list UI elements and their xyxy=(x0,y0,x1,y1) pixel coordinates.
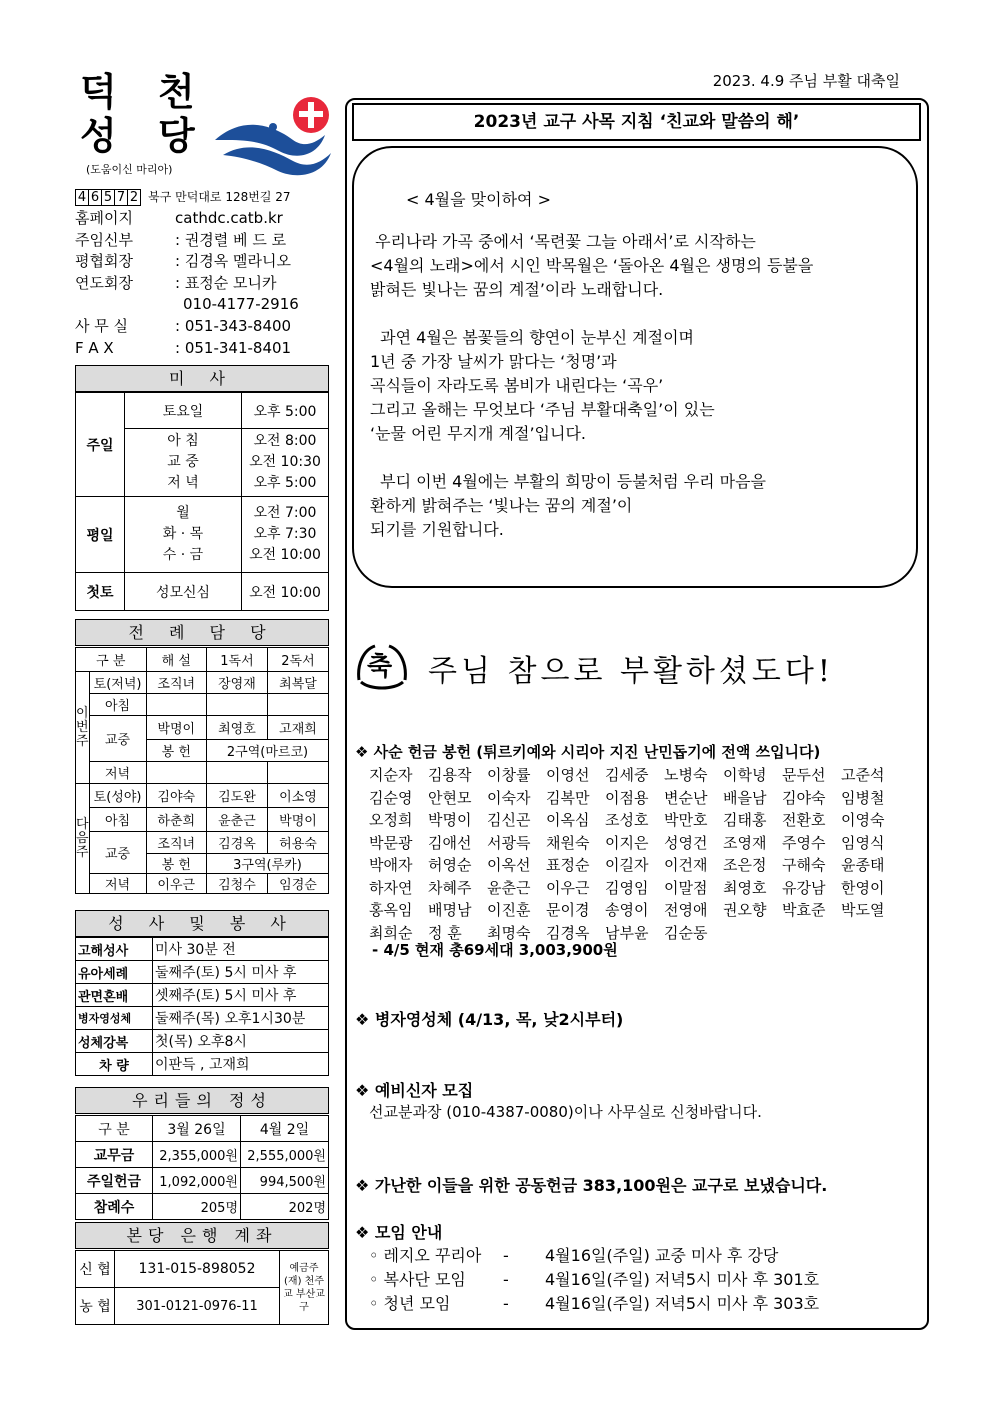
donor-name: 김태홍 xyxy=(723,811,767,829)
offering-label: 봉 헌 xyxy=(146,854,206,874)
cell: 박명이 xyxy=(267,808,328,832)
this-week-label: 이번주 xyxy=(76,672,90,784)
meeting-name: ◦ 복사단 모임 xyxy=(369,1270,466,1289)
first-sat-name: 성모신심 xyxy=(125,573,242,611)
donor-name: 문이경 xyxy=(546,901,590,919)
donor-name: 조은정 xyxy=(723,856,767,874)
meeting-dash: - xyxy=(503,1270,509,1289)
offering-label: 교무금 xyxy=(76,1142,153,1168)
offering-header: 4월 2일 xyxy=(241,1116,329,1142)
lent-total: - 4/5 현재 총69세대 3,003,900원 xyxy=(372,941,618,959)
letter-line: <4월의 노래>에서 시인 박목월은 ‘돌아온 4월은 생명의 등불을 xyxy=(370,256,814,275)
donor-name: 김용작 xyxy=(428,766,472,784)
cell: 고재희 xyxy=(267,716,328,740)
donor-name: 윤춘근 xyxy=(487,878,531,897)
sacrament-label: 고해성사 xyxy=(76,938,153,961)
donor-name: 전영애 xyxy=(664,901,708,919)
cell: 조직녀 xyxy=(146,672,206,694)
donor-name: 이지은 xyxy=(605,833,649,852)
cell: 장영재 xyxy=(206,672,267,694)
offering-label: 봉 헌 xyxy=(146,740,206,762)
meeting-dash: - xyxy=(503,1294,509,1313)
letter-line: ‘눈물 어린 무지개 계절’입니다. xyxy=(370,424,586,443)
bank-name: 신 협 xyxy=(76,1251,115,1288)
cell: 김도완 xyxy=(206,784,267,808)
donor-name: 김복만 xyxy=(546,788,590,807)
donor-name: 최영호 xyxy=(723,878,767,897)
donor-name: 윤종태 xyxy=(841,856,885,874)
offering-label: 참례수 xyxy=(76,1194,153,1220)
donor-name: 표정순 xyxy=(546,856,590,874)
address-line xyxy=(75,188,291,206)
letter-title: < 4월을 맞이하여 > xyxy=(406,190,551,209)
cell xyxy=(146,762,206,784)
donor-name: 박문광 xyxy=(369,833,413,852)
cell: 이우근 xyxy=(146,874,206,894)
donor-name: 권오향 xyxy=(723,901,767,919)
contact-label: 사 무 실 xyxy=(75,316,129,335)
donor-name: 이우근 xyxy=(546,878,590,897)
liturgy-heading: 전 례 담 당 xyxy=(75,619,329,646)
contact-label: 주임신부 xyxy=(75,230,133,249)
sacrament-value: 둘째주(토) 5시 미사 후 xyxy=(153,961,329,984)
parish-subtitle: (도움이신 마리아) xyxy=(86,163,173,176)
donor-name: 유강남 xyxy=(782,878,826,897)
sick-communion-notice: ❖ 병자영성체 (4/13, 목, 낮2시부터) xyxy=(355,1010,624,1029)
offering-value: 2,555,000원 xyxy=(241,1142,329,1168)
letter-line: 곡식들이 자라도록 봄비가 내린다는 ‘곡우’ xyxy=(370,376,664,395)
contact-value: : 표정순 모니카 xyxy=(175,273,277,292)
mass-heading: 미 사 xyxy=(75,365,329,392)
parish-name-line1: 덕 천 xyxy=(80,69,209,114)
sacrament-label: 병자영성체 xyxy=(76,1007,153,1030)
donor-name: 임병철 xyxy=(841,788,885,807)
meeting-name: ◦ 레지오 꾸리아 xyxy=(369,1246,482,1265)
mass-time: 오후 5:00 xyxy=(253,475,317,491)
donor-name: 이진훈 xyxy=(487,901,531,919)
donor-name: 오정희 xyxy=(369,811,413,829)
row-label: 아침 xyxy=(89,808,146,832)
sacrament-value: 첫(목) 오후8시 xyxy=(153,1030,329,1053)
postal-digit: 6 xyxy=(88,189,102,206)
donor-name: 홍옥임 xyxy=(369,901,413,919)
donor-name: 최명숙 xyxy=(487,923,531,942)
meetings-title: ❖ 모임 안내 xyxy=(355,1223,443,1242)
cell: 임경순 xyxy=(267,874,328,894)
postal-digit: 7 xyxy=(114,189,128,206)
fax-row xyxy=(75,338,335,360)
donor-name: 노병숙 xyxy=(664,766,708,784)
sacrament-value: 미사 30분 전 xyxy=(153,938,329,961)
donor-name: 이건재 xyxy=(664,856,708,874)
donor-name: 이길자 xyxy=(605,856,649,874)
donor-name: 한영이 xyxy=(841,878,885,897)
celebration-badge-icon xyxy=(355,640,409,690)
letter-line: 환하게 밝혀주는 ‘빛나는 꿈의 계절’이 xyxy=(370,496,633,515)
offerings-table xyxy=(75,1115,329,1220)
contact-value: 010-4177-2916 xyxy=(183,295,299,314)
sacrament-label: 차 량 xyxy=(76,1053,153,1076)
catechumen-title: ❖ 예비신자 모집 xyxy=(355,1081,474,1100)
offerings-heading: 우리들의 정성 xyxy=(75,1087,329,1114)
first-sat-time: 오전 10:00 xyxy=(242,573,329,611)
donor-name: 안현모 xyxy=(428,788,472,807)
donor-name: 박효준 xyxy=(782,901,826,919)
donor-list xyxy=(369,764,909,944)
mass-name: 저 녁 xyxy=(167,475,199,491)
sacrament-label: 성체강복 xyxy=(76,1030,153,1053)
donor-name: 김경옥 xyxy=(546,923,590,942)
meeting-info: 4월16일(주일) 교중 미사 후 강당 xyxy=(545,1246,779,1265)
liturgy-header: 구 분 xyxy=(76,648,147,672)
donor-name: 전환호 xyxy=(782,811,826,829)
letter-line: 1년 중 가장 날씨가 맑다는 ‘청명’과 xyxy=(370,352,617,371)
sacrament-label: 관면혼배 xyxy=(76,984,153,1007)
donor-name: 성영건 xyxy=(664,833,708,852)
account-holder: 예금주 (재) 천주교 부산교구 xyxy=(280,1251,329,1325)
cell xyxy=(267,694,328,716)
mass-name: 아 침 xyxy=(167,433,199,449)
mass-name: 화 · 목 xyxy=(162,526,204,542)
cell: 윤춘근 xyxy=(206,808,267,832)
cell: 조직녀 xyxy=(146,832,206,854)
donor-name: 이영숙 xyxy=(841,811,885,829)
donor-name: 고준석 xyxy=(841,766,885,784)
contact-value: : 권경렬 베 드 로 xyxy=(175,230,287,249)
donor-name: 변순난 xyxy=(664,788,708,807)
donor-name: 조성호 xyxy=(605,811,649,829)
donor-name: 서광득 xyxy=(487,833,531,852)
meeting-row xyxy=(369,1244,909,1268)
donor-name: 김순영 xyxy=(369,788,413,807)
mass-name: 월 xyxy=(176,505,190,521)
mass-time: 오전 10:30 xyxy=(249,454,321,470)
meeting-info: 4월16일(주일) 저녁5시 미사 후 301호 xyxy=(545,1270,820,1289)
cell: 김경옥 xyxy=(206,832,267,854)
sacrament-label: 유아세례 xyxy=(76,961,153,984)
catechumen-body: 선교분과장 (010-4387-0080)이나 사무실로 신청바랍니다. xyxy=(369,1103,762,1121)
homepage-link[interactable]: cathdc.catb.kr xyxy=(175,209,283,227)
donor-name: 김영임 xyxy=(605,878,649,897)
donor-name: 지순자 xyxy=(369,766,413,784)
donor-name: 이영선 xyxy=(546,766,590,784)
letter-line: 되기를 기원합니다. xyxy=(370,520,504,539)
letter-text xyxy=(370,188,910,542)
donor-name: 차혜주 xyxy=(428,878,472,897)
cell: 최영호 xyxy=(206,716,267,740)
offering-header: 3월 26일 xyxy=(153,1116,241,1142)
cell xyxy=(267,762,328,784)
donor-name: 박명이 xyxy=(428,811,472,829)
meeting-row xyxy=(369,1268,909,1292)
offering-value: 2,355,000원 xyxy=(153,1142,241,1168)
meeting-info: 4월16일(주일) 저녁5시 미사 후 303호 xyxy=(545,1294,820,1313)
offering-value: 1,092,000원 xyxy=(153,1168,241,1194)
office-row xyxy=(75,316,335,338)
cell: 최복달 xyxy=(267,672,328,694)
donor-name: 이창률 xyxy=(487,766,531,784)
donor-name: 채원숙 xyxy=(546,833,590,852)
row-label: 토(저녁) xyxy=(89,672,146,694)
donor-name: 정 훈 xyxy=(428,923,462,942)
row-label: 교중 xyxy=(89,716,146,762)
contact-value: : 김경옥 멜라니오 xyxy=(175,252,292,271)
sacraments-heading: 성 사 및 봉 사 xyxy=(75,910,329,937)
weekday-label: 평일 xyxy=(76,497,125,573)
donor-name: 김순동 xyxy=(664,923,708,942)
cell xyxy=(206,694,267,716)
bank-account: 131-015-898052 xyxy=(115,1251,280,1288)
postal-digit: 5 xyxy=(101,189,115,206)
contact-label: 홈페이지 xyxy=(75,209,133,227)
offering-value: 202명 xyxy=(241,1194,329,1220)
meeting-name: ◦ 청년 모임 xyxy=(369,1294,451,1313)
donor-name: 김세중 xyxy=(605,766,649,784)
donor-name: 박만호 xyxy=(664,811,708,829)
bank-table xyxy=(75,1250,329,1325)
celebration-badge-text: 축 xyxy=(367,652,393,682)
donor-name: 구해숙 xyxy=(782,856,826,874)
meeting-dash: - xyxy=(503,1246,509,1265)
mass-name: 수 · 금 xyxy=(162,547,204,563)
contact-label: 연도회장 xyxy=(75,273,133,292)
donor-name: 이점용 xyxy=(605,788,649,807)
contact-value: : 051-343-8400 xyxy=(175,316,292,335)
letter-line: 그리고 올해는 무엇보다 ‘주님 부활대축일’이 있는 xyxy=(370,400,715,419)
cell: 박명이 xyxy=(146,716,206,740)
donor-name: 김애선 xyxy=(428,833,472,852)
postal-digit: 4 xyxy=(75,189,89,206)
offering-group: 2구역(마르코) xyxy=(206,740,328,762)
lent-offering-title: ❖ 사순 헌금 봉헌 (튀르키예와 시리아 지진 난민돕기에 전액 쓰입니다) xyxy=(355,743,821,761)
cell: 김야숙 xyxy=(146,784,206,808)
donor-name: 임영식 xyxy=(841,833,885,852)
bank-account: 301-0121-0976-11 xyxy=(115,1288,280,1325)
parish-name-line2: 성 당 xyxy=(80,113,209,158)
donor-name: 문두선 xyxy=(782,766,826,784)
row-label: 토(성야) xyxy=(89,784,146,808)
liturgy-header: 해 설 xyxy=(146,648,206,672)
offering-group: 3구역(루카) xyxy=(206,854,328,874)
donor-name: 박도열 xyxy=(841,901,885,919)
poor-offering-notice: ❖ 가난한 이들을 위한 공동헌금 383,100원은 교구로 보냈습니다. xyxy=(355,1176,828,1195)
mass-time: 오전 10:00 xyxy=(249,547,321,563)
cell: 김청수 xyxy=(206,874,267,894)
letter-line: 밝혀든 빛나는 꿈의 계절’이라 노래합니다. xyxy=(370,280,664,299)
offering-value: 994,500원 xyxy=(241,1168,329,1194)
sacraments-table xyxy=(75,937,329,1076)
row-label: 저녁 xyxy=(89,874,146,894)
cell xyxy=(146,694,206,716)
donor-name: 남부윤 xyxy=(605,923,649,942)
mass-time: 오전 8:00 xyxy=(253,433,317,449)
letter-line: 우리나라 가곡 중에서 ‘목련꽃 그늘 아래서’로 시작하는 xyxy=(370,232,756,251)
row-label: 아침 xyxy=(89,694,146,716)
donor-name: 배명남 xyxy=(428,901,472,919)
meeting-row xyxy=(369,1292,909,1316)
sacrament-value: 셋째주(토) 5시 미사 후 xyxy=(153,984,329,1007)
donor-name: 박애자 xyxy=(369,856,413,874)
cell xyxy=(206,762,267,784)
donor-name: 주영수 xyxy=(782,833,826,852)
liturgy-header: 1독서 xyxy=(206,648,267,672)
bank-heading: 본당 은행 계좌 xyxy=(75,1222,329,1249)
sacrament-value: 둘째주(목) 오후1시30분 xyxy=(153,1007,329,1030)
sunday-label: 주일 xyxy=(76,393,125,497)
donor-name: 최희순 xyxy=(369,923,413,942)
donor-name: 허영순 xyxy=(428,856,472,874)
donor-name: 이숙자 xyxy=(487,788,531,807)
easter-greeting: 주님 참으로 부활하셨도다! xyxy=(428,654,834,689)
offering-header: 구 분 xyxy=(76,1116,153,1142)
donor-name: 이학녕 xyxy=(723,766,767,784)
postal-digit: 2 xyxy=(127,189,141,206)
cell: 하춘희 xyxy=(146,808,206,832)
sacrament-value: 이판득 , 고재희 xyxy=(153,1053,329,1076)
homepage-row xyxy=(75,208,335,230)
donor-name: 이말점 xyxy=(664,878,708,897)
donor-name: 이옥선 xyxy=(487,856,531,874)
issue-date: 2023. 4.9 주님 부활 대축일 xyxy=(712,72,900,90)
parish-logo-icon xyxy=(213,95,335,180)
liturgy-header: 2독서 xyxy=(267,648,328,672)
mass-time: 오후 7:30 xyxy=(253,526,317,542)
bank-name: 농 협 xyxy=(76,1288,115,1325)
funeral-row xyxy=(75,273,335,295)
mass-table xyxy=(75,392,329,611)
mass-time: 오전 7:00 xyxy=(253,505,317,521)
contact-label: 평협회장 xyxy=(75,252,133,271)
first-sat-label: 첫토 xyxy=(76,573,125,611)
row-label: 교중 xyxy=(89,832,146,874)
letter-line: 과연 4월은 봄꽃들의 향연이 눈부신 계절이며 xyxy=(370,328,694,347)
row-label: 저녁 xyxy=(89,762,146,784)
donor-name: 하자연 xyxy=(369,878,413,897)
donor-name: 송영이 xyxy=(605,901,649,919)
cell: 허용숙 xyxy=(267,832,328,854)
letter-line: 부디 이번 4월에는 부활의 희망이 등불처럼 우리 마음을 xyxy=(370,472,766,491)
saturday-time: 오후 5:00 xyxy=(242,393,329,429)
mass-name: 교 중 xyxy=(167,454,199,470)
pastor-row xyxy=(75,230,335,252)
liturgy-table xyxy=(75,647,329,894)
cell: 이소영 xyxy=(267,784,328,808)
saturday-day: 토요일 xyxy=(125,393,242,429)
offering-label: 주일헌금 xyxy=(76,1168,153,1194)
council-row xyxy=(75,251,335,273)
meetings-list xyxy=(369,1244,909,1316)
contact-label: F A X xyxy=(75,338,114,357)
street-address: 북구 만덕대로 128번길 27 xyxy=(148,190,291,204)
offering-value: 205명 xyxy=(153,1194,241,1220)
contact-list xyxy=(75,208,335,359)
donor-name: 김신곤 xyxy=(487,811,531,829)
pastoral-motto: 2023년 교구 사목 지침 ‘친교와 말씀의 해’ xyxy=(352,103,921,141)
contact-value: : 051-341-8401 xyxy=(175,338,292,357)
donor-name: 조영재 xyxy=(723,833,767,852)
donor-name: 배을남 xyxy=(723,788,767,807)
donor-name: 김야숙 xyxy=(782,788,826,807)
next-week-label: 다음주 xyxy=(76,784,90,894)
donor-name: 이옥심 xyxy=(546,811,590,829)
funeral-phone-row xyxy=(75,294,335,316)
